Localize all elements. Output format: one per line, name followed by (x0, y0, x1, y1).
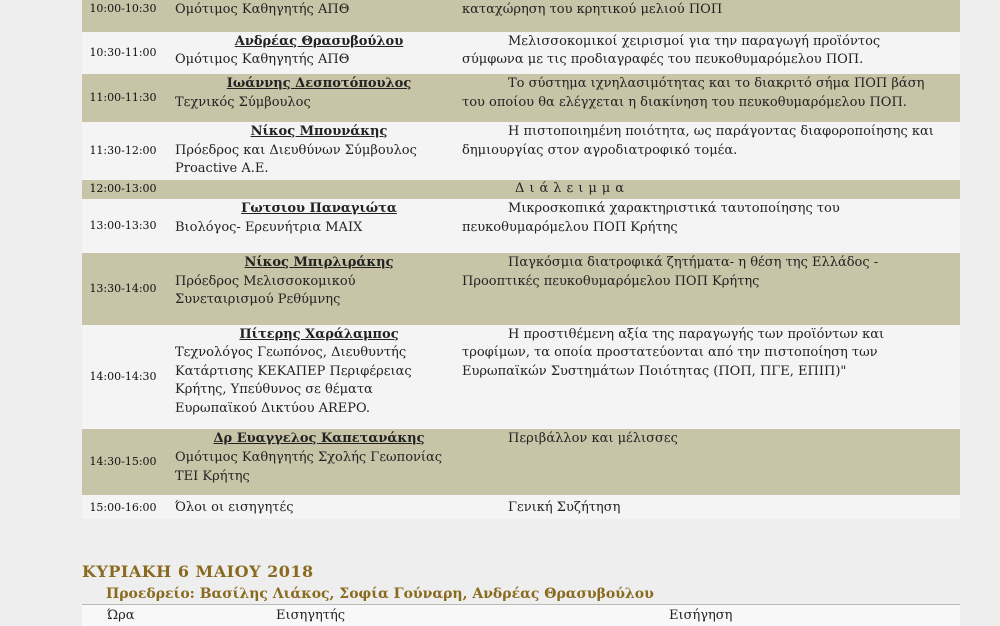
topic-text: Προοπτικές πευκοθυμαρόμελου ΠΟΠ Κρήτης (462, 274, 760, 289)
program-row (82, 32, 960, 74)
header-topic: Εισήγηση (669, 608, 733, 623)
speaker-name: Δρ Ευαγγελος Καπετανάκης (213, 431, 425, 446)
speaker-title: ΤΕΙ Κρήτης (175, 469, 250, 484)
topic-text: Μελισσοκομικοί χειρισμοί για την παραγωγή προϊόντος (508, 34, 881, 49)
table-header (82, 604, 960, 626)
speaker-title: Κατάρτισης ΚΕΚΑΠΕΡ Περιφέρειας (175, 364, 412, 379)
speaker-name: Νίκος Μπιρλιράκης (244, 255, 394, 270)
speaker-title: Ομότιμος Καθηγητής Σχολής Γεωπονίας (175, 450, 443, 465)
time-cell: 10:30-11:00 (89, 46, 157, 59)
topic-text: Παγκόσμια διατροφικά ζητήματα- η θέση της Ελλάδος - (508, 255, 879, 270)
program-row (82, 0, 960, 32)
time-cell: 14:00-14:30 (89, 370, 157, 383)
time-cell: 15:00-16:00 (89, 501, 157, 514)
header-speaker: Εισηγητής (276, 608, 346, 623)
break-label: Διάλειμμα (514, 181, 629, 196)
topic-text: Γενική Συζήτηση (508, 500, 621, 515)
time-cell: 14:30-15:00 (89, 455, 157, 468)
program-row (82, 74, 960, 122)
time-cell: 13:30-14:00 (89, 282, 157, 295)
time-cell: 11:30-12:00 (89, 144, 157, 157)
program-table (82, 0, 960, 519)
topic-text: Περιβάλλον και μέλισσες (508, 431, 678, 446)
speaker-name: Ανδρέας Θρασυβούλου (234, 34, 404, 49)
topic-text: Μικροσκοπικά χαρακτηριστικά ταυτοποίησης του (508, 201, 840, 216)
topic-text: Η πιστοποιημένη ποιότητα, ως παράγοντας διαφοροποίησης και (508, 124, 934, 139)
speaker-title: Βιολόγος- Ερευνήτρια ΜΑΙΧ (175, 220, 363, 235)
speaker-name: Ιωάννης Δεσποτόπουλος (226, 76, 412, 91)
topic-text: Ευρωπαϊκών Συστημάτων Ποιότητας (ΠΟΠ, ΠΓΕ, ΕΠΙΠ)" (462, 364, 847, 379)
speaker-name: Πίτερης Χαράλαμπος (239, 327, 399, 342)
speaker-title: Τεχνολόγος Γεωπόνος, Διευθυντής (175, 345, 407, 360)
speaker-title: Τεχνικός Σύμβουλος (175, 95, 311, 110)
speaker-title: Ευρωπαϊκού Δικτύου AREPO. (175, 401, 371, 416)
speaker-title: Proactive A.E. (175, 161, 269, 176)
speaker-name: Γωτσιου Παναγιώτα (241, 201, 397, 216)
program-row (82, 429, 960, 495)
speaker-title: Κρήτης, Υπεύθυνος σε θέματα (175, 382, 373, 397)
speaker-title: Ομότιμος Καθηγητής ΑΠΘ (175, 2, 350, 17)
topic-text: σύμφωνα με τις προδιαγραφές του πευκοθυμαρόμελου ΠΟΠ. (462, 52, 864, 67)
topic-text: δημιουργίας στον αγροδιατροφικό τομέα. (462, 143, 738, 158)
time-cell: 11:00-11:30 (89, 91, 157, 104)
speaker-name: Νίκος Μπουνάκης (250, 124, 388, 139)
header-time: Ώρα (107, 608, 135, 623)
time-cell: 13:00-13:30 (89, 219, 157, 232)
program-row (82, 199, 960, 253)
program-row (82, 495, 960, 519)
speaker-title: Πρόεδρος και Διευθύνων Σύμβουλος (175, 143, 417, 158)
program-row (82, 325, 960, 429)
presidium: Προεδρείο: Βασίλης Λιάκος, Σοφία Γούναρη, Ανδρέας Θρασυβούλου (106, 586, 654, 602)
speaker-title: Πρόεδρος Μελισσοκομικού (175, 274, 356, 289)
day-title: ΚΥΡΙΑΚΗ 6 ΜΑΙΟΥ 2018 (82, 562, 314, 581)
break-row (82, 180, 960, 199)
time-cell: 12:00-13:00 (89, 182, 157, 195)
topic-text: καταχώρηση του κρητικού μελιού ΠΟΠ (462, 2, 723, 17)
program-row (82, 253, 960, 325)
topic-text: πευκοθυμαρόμελου ΠΟΠ Κρήτης (462, 220, 678, 235)
speaker-title: Όλοι οι εισηγητές (175, 500, 294, 515)
time-cell: 10:00-10:30 (89, 2, 157, 15)
program-row (82, 122, 960, 180)
topic-text: Η προστιθέμενη αξία της παραγωγής των προϊόντων και (508, 327, 885, 342)
topic-text: τροφίμων, τα οποία προστατεύονται από την πιστοποίηση των (462, 345, 878, 360)
topic-text: Το σύστημα ιχνηλασιμότητας και το διακριτό σήμα ΠΟΠ βάση (508, 76, 925, 91)
speaker-title: Συνεταιρισμού Ρεθύμνης (175, 292, 341, 307)
speaker-title: Ομότιμος Καθηγητής ΑΠΘ (175, 52, 350, 67)
topic-text: του οποίου θα ελέγχεται η διακίνηση του πευκοθυμαρόμελου ΠΟΠ. (462, 95, 907, 110)
